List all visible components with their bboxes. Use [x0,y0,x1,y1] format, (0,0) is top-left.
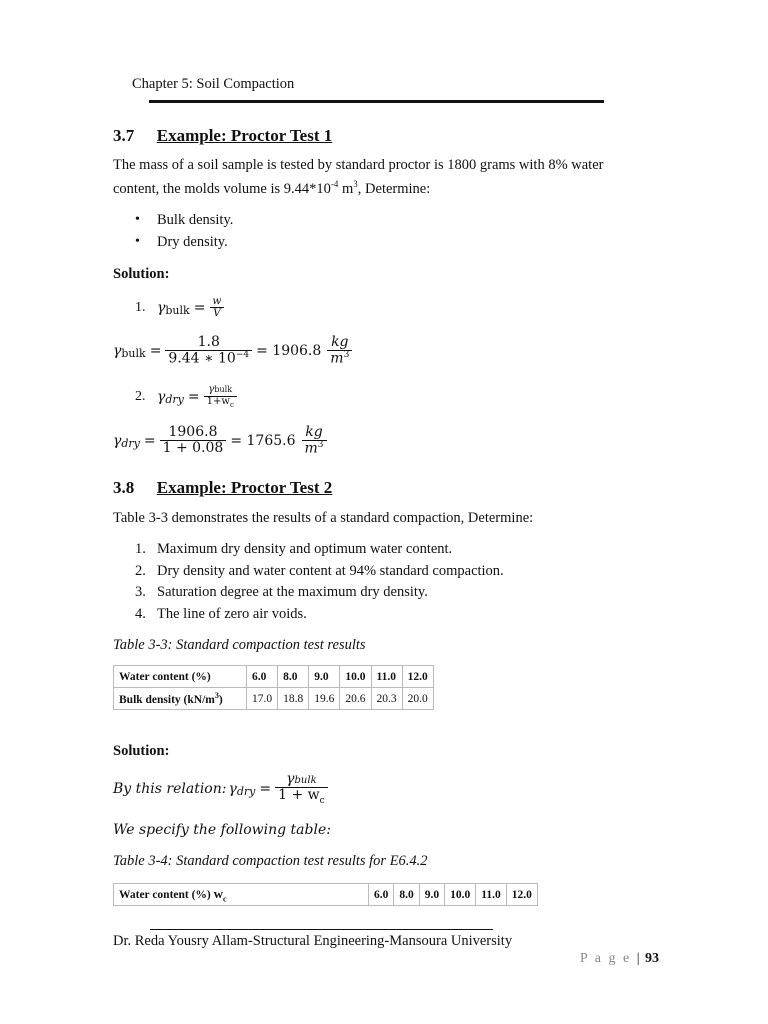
list-item: 3. Saturation degree at the maximum dry density. [135,584,428,600]
relation-equation: By this relation: γ dry = $\frac{\text{γbulk}}{1 + w_c}$ [113,772,328,806]
section-3-7-heading [113,126,332,146]
table-cell: Water content (%) [114,666,247,688]
table-cell: 8.0 [394,884,419,906]
footer-author: Dr. Reda Yousry Allam-Structural Engineering-Mansoura University [113,933,513,949]
solution-heading-2: Solution: [113,743,170,759]
table-cell: 12.0 [506,884,537,906]
table-row [114,666,434,688]
specify-text: We specify the following table: [113,822,331,838]
list-item: • Dry density. [113,234,513,256]
table-cell: 18.8 [278,688,309,710]
section-number: 3.8 [113,478,135,497]
table-cell: 9.0 [309,666,340,688]
list-item: 1. Maximum dry density and optimum water content. [135,541,453,557]
table-cell: Water content (%) $w_c$ [114,884,369,906]
section-title: Example: Proctor Test 1 [156,126,333,145]
table-cell: 10.0 [340,666,371,688]
list-item: • Bulk density. [113,212,513,234]
table-cell: 20.6 [340,688,371,710]
table-row [114,884,538,906]
problem-line-1: The mass of a soil sample is tested by standard proctor is 1800 grams with 8% water [113,157,604,173]
table-cell: 12.0 [402,666,433,688]
table-cell: 17.0 [247,688,278,710]
table-cell: 9.0 [419,884,444,906]
table-3-4-caption: Table 3-4: Standard compaction test results for E6.4.2 [113,853,428,869]
chapter-header: Chapter 5: Soil Compaction [132,76,295,92]
footer-rule [150,929,493,930]
problem-line-2: content, the molds volume is $9.44*10^{-4}$ $m^3$, Determine: [113,179,431,197]
list-item: 2. Dry density and water content at 94% standard compaction. [135,562,504,579]
equation-3: 2. γ dry = $\frac{\text{γbulk}}{1+w_c}$ [135,385,237,409]
table-cell: 10.0 [445,884,476,906]
equation-4: γ dry = $\frac{1906.8}{1 + 0.08}$ = 1765.6 $\frac{kg}{m^3}$ [113,425,327,456]
bullet-list [113,212,513,256]
table-cell: 19.6 [309,688,340,710]
section-title: Example: Proctor Test 2 [156,478,333,497]
table-3-3 [113,665,434,710]
equation-2: γ bulk = $\frac{1.8}{9.44 ∗ 10^{-4}}$ = 1906.8 $\frac{kg}{m^3}$ [113,335,352,366]
table-row [114,688,434,710]
table-cell: 6.0 [369,884,394,906]
table-intro: Table 3-3 demonstrates the results of a standard compaction, Determine: [113,510,534,526]
equation-1: 1. γ bulk = $\frac{w}{V}$ [135,296,224,319]
table-cell: 20.3 [371,688,402,710]
header-rule [149,100,604,103]
solution-heading: Solution: [113,266,170,282]
list-item: 4. The line of zero air voids. [135,605,307,622]
table-cell: Bulk density $(kN/m^3)$ [114,688,247,710]
table-cell: 8.0 [278,666,309,688]
page-number-footer: P a g e | 93 [580,951,660,966]
table-cell: 11.0 [371,666,402,688]
table-3-3-caption: Table 3-3: Standard compaction test results [113,637,366,653]
section-number: 3.7 [113,126,135,145]
section-3-8-heading [113,478,332,498]
table-3-4 [113,883,538,906]
numbered-list [113,541,613,627]
table-cell: 20.0 [402,688,433,710]
table-cell: 11.0 [476,884,507,906]
table-cell: 6.0 [247,666,278,688]
